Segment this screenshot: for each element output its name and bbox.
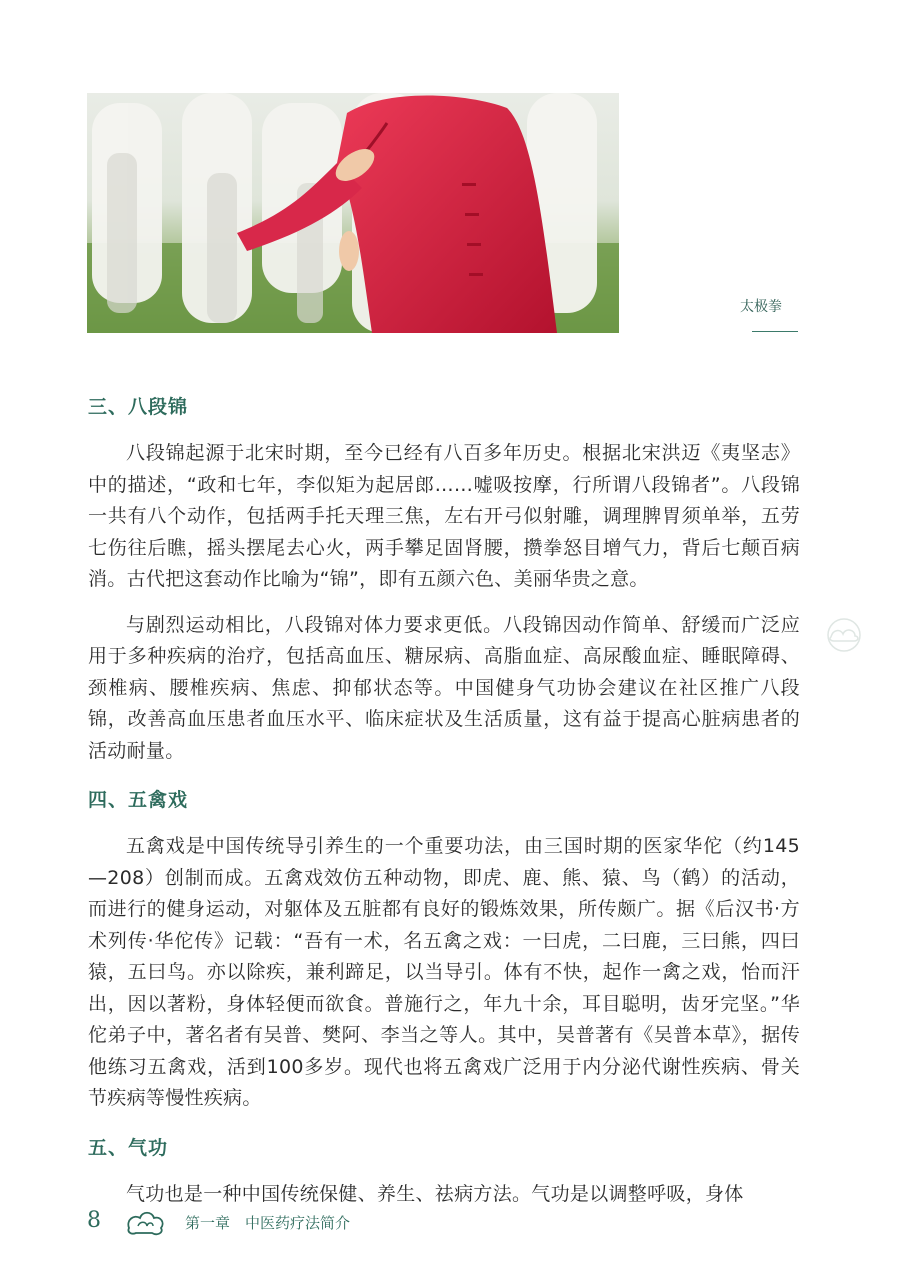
section-heading-qigong: 五、气功 xyxy=(88,1136,169,1159)
chapter-title: 第一章 中医药疗法简介 xyxy=(185,1214,351,1232)
page-number: 8 xyxy=(87,1208,101,1233)
side-cloud-icon xyxy=(823,617,865,653)
cloud-ornament-icon xyxy=(124,1208,166,1238)
paragraph: 五禽戏是中国传统导引养生的一个重要功法，由三国时期的医家华佗（约145—208）创制而成。五禽戏效仿五种动物，即虎、鹿、熊、猿、鸟（鹤）的活动，而进行的健身运动，对躯体及五脏都有良好的锻炼效果，所传颇广。据《后汉书·方术列传·华佗传》记载：“吾有一术，名五禽之戏：一曰虎，二曰鹿，三曰熊，四曰猿，五曰鸟。亦以除疾，兼利蹄足，以当导引。体有不快，起作一禽之戏，怡而汗出，因以著粉，身体轻便而欲食。普施行之，年九十余，耳目聪明，齿牙完坚。”华佗弟子中，著名者有吴普、樊阿、李当之等人。其中，吴普著有《吴普本草》，据传他练习五禽戏，活到100多岁。现代也将五禽戏广泛用于内分泌代谢性疾病、骨关节疾病等慢性疾病。 xyxy=(88,835,800,1109)
section-heading-wuqinxi: 四、五禽戏 xyxy=(88,789,189,811)
figure-caption: 太极拳 xyxy=(740,299,782,315)
paragraph: 八段锦起源于北宋时期，至今已经有八百多年历史。根据北宋洪迈《夷坚志》中的描述，“政和七年，李似矩为起居郎……嘘吸按摩，行所谓八段锦者”。八段锦一共有八个动作，包括两手托天理三焦，左右开弓似射雕，调理脾胃须单举，五劳七伤往后瞧，摇头摆尾去心火，两手攀足固肾腰，攒拳怒目增气力，背后七颠百病消。古代把这套动作比喻为“锦”，即有五颜六色、美丽华贵之意。 xyxy=(88,442,800,590)
taiji-illustration xyxy=(87,93,619,333)
caption-rule xyxy=(752,331,798,332)
taiji-photo xyxy=(87,93,619,333)
section-heading-baduanjin: 三、八段锦 xyxy=(88,396,189,418)
paragraph: 气功也是一种中国传统保健、养生、祛病方法。气功是以调整呼吸，身体 xyxy=(126,1182,744,1205)
main-content xyxy=(88,388,800,1210)
paragraph: 与剧烈运动相比，八段锦对体力要求更低。八段锦因动作简单、舒缓而广泛应用于多种疾病的治疗，包括高血压、糖尿病、高脂血症、高尿酸血症、睡眠障碍、颈椎病、腰椎疾病、焦虑、抑郁状态等。中国健身气功协会建议在社区推广八段锦，改善高血压患者血压水平、临床症状及生活质量，这有益于提高心脏病患者的活动耐量。 xyxy=(88,613,800,762)
